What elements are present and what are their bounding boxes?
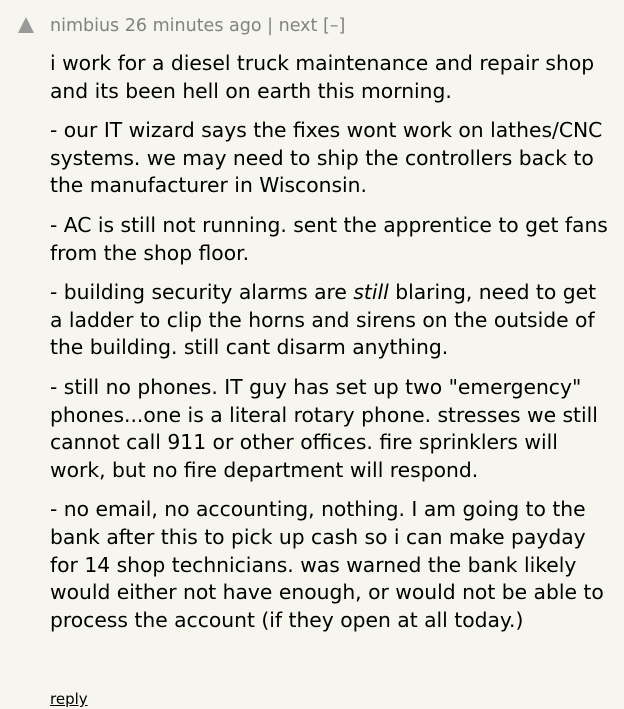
comment-age[interactable]: 26 minutes ago xyxy=(124,16,262,36)
comment-author[interactable]: nimbius xyxy=(50,16,120,36)
comment-paragraph xyxy=(50,279,610,362)
reply-link[interactable]: reply xyxy=(50,690,88,708)
comment-paragraph: - no email, no accounting, nothing. I am going to the bank after this to pick up cash so i can make payday for 14 shop technicians. was warned the bank likely would either not have enough, or would not be able to process the account (if they open at all today.) xyxy=(50,497,604,632)
upvote-arrow-icon[interactable] xyxy=(18,17,34,33)
comment-header xyxy=(50,13,345,39)
header-separator: | xyxy=(267,16,274,36)
comment-paragraph: i work for a diesel truck maintenance and repair shop and its been hell on earth this morning. xyxy=(50,51,595,103)
comment-paragraph: - our IT wizard says the fixes wont work on lathes/CNC systems. we may need to ship the controllers back to the manufacturer in Wisconsin. xyxy=(50,118,603,198)
comment-body xyxy=(50,50,610,646)
comment-paragraph: - still no phones. IT guy has set up two "emergency" phones...one is a literal rotary phone. stresses we still cannot call 911 or other offices. fire sprinklers will work, but no fire department will respond. xyxy=(50,374,598,482)
paragraph-text: blaring, need to get a ladder to clip the horns and sirens on the outside of the building. still cant disarm anything. xyxy=(50,280,597,360)
comment-paragraph: - AC is still not running. sent the apprentice to get fans from the shop floor. xyxy=(50,212,608,265)
collapse-toggle[interactable]: [–] xyxy=(322,16,346,36)
next-link[interactable]: next xyxy=(278,16,318,36)
emphasized-text: still xyxy=(353,280,389,305)
paragraph-text: - building security alarms are xyxy=(50,280,354,305)
